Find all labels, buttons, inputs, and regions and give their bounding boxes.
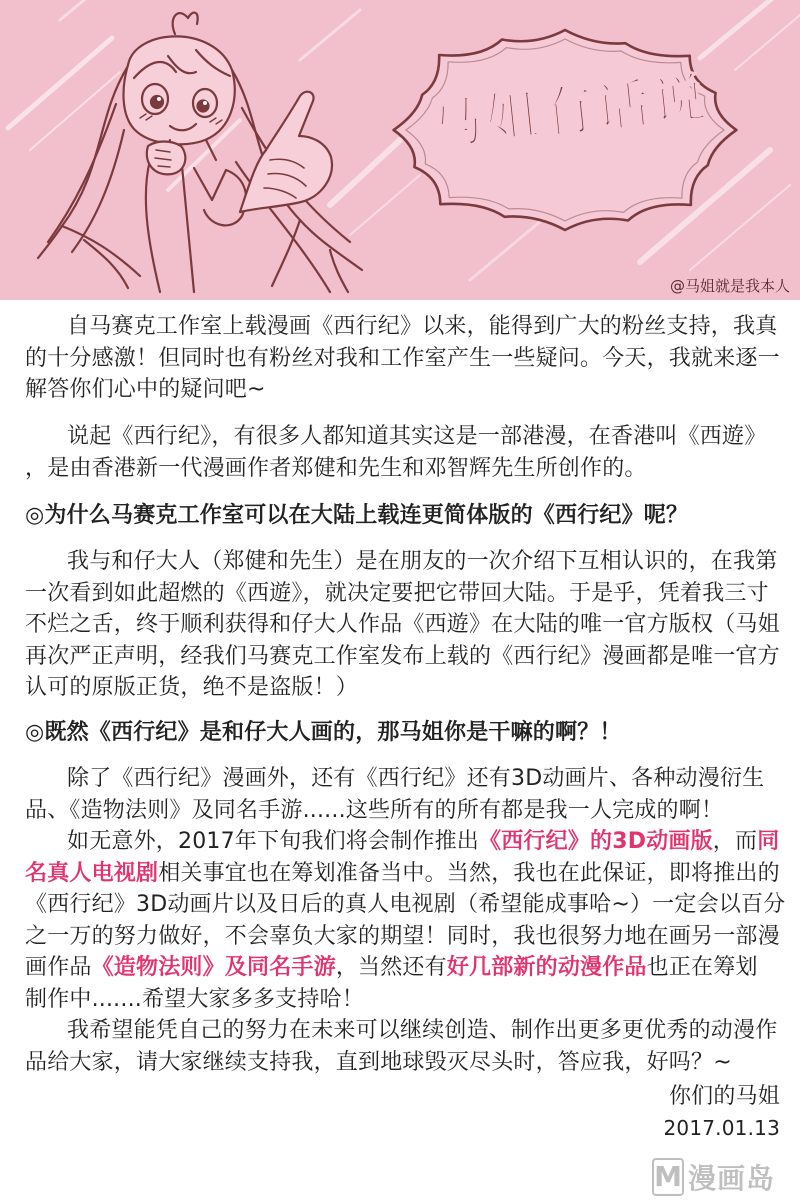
highlighted-text: 《西行纪》的3D动画版 [479, 829, 713, 854]
paragraph-answer-2a [25, 763, 785, 826]
highlighted-text: 同 [757, 829, 780, 854]
paragraph-line: 除了《西行纪》漫画外，还有《西行纪》还有3D动画片、各种动漫衍生 [67, 766, 765, 791]
question-heading: ◎既然《西行纪》是和仔大人画的，那马姐你是干嘛的啊？！ [25, 720, 622, 745]
paragraph-intro [25, 311, 785, 406]
sign-off-date: 2017.01.13 [663, 1115, 780, 1140]
paragraph-line [25, 858, 785, 890]
sign-off-name: 你们的马姐 [668, 1084, 780, 1109]
paragraph-line: 品给大家，请大家继续支持我，直到地球毁灭尽头时，答应我，好吗？~ [25, 1049, 732, 1075]
text-segment: 制作中.......希望大家多多支持哈！ [25, 986, 364, 1012]
paragraph-line: 自马赛克工作室上载漫画《西行纪》以来，能得到广大的粉丝支持，我真 [67, 314, 778, 339]
text-segment: ，而 [712, 829, 758, 854]
paragraph-line: 品、《造物法则》及同名手游......这些所有的所有都是我一人完成的啊！ [25, 797, 724, 823]
paragraph-line [25, 889, 785, 921]
text-segment: ，当然还有 [335, 955, 447, 981]
text-segment: 《西行纪》3D动画片以及日后的真人电视剧（希望能成事哈~）一定会以百分 [25, 892, 785, 918]
paragraph-line: 再次严正声明，经我们马赛克工作室发布上载的《西行纪》漫画都是唯一官方 [25, 643, 780, 669]
paragraph-line: 说起《西行纪》，有很多人都知道其实这是一部港漫，在香港叫《西遊》 [67, 424, 767, 449]
paragraph-line: 我希望能凭自己的努力在未来可以继续创造、制作出更多更优秀的动漫作 [67, 1018, 778, 1043]
speech-bubble [394, 30, 737, 230]
paragraph-line: 一次看到如此超燃的《西遊》，就决定要把它带回大陆。于是乎，凭着我三寸 [25, 580, 769, 606]
highlighted-text: 名真人电视剧 [25, 860, 159, 886]
text-segment: 如无意外，2017年下旬我们将会制作推出 [67, 829, 479, 854]
question-heading: ◎为什么马赛克工作室可以在大陆上载连更简体版的《西行纪》呢？ [25, 503, 689, 528]
paragraph-line [25, 984, 785, 1016]
character-head [124, 36, 235, 144]
text-segment: 也正在筹划 [646, 955, 758, 981]
paragraph-closing [25, 1015, 785, 1078]
text-segment: 相关事宜也在筹划准备当中。当然，我也在此保证，即将推出的 [158, 860, 780, 886]
text-segment: 之一万的努力做好，不会辜负大家的期望！同时，我也很努力地在画另一部漫 [25, 923, 780, 949]
question-heading-1 [25, 500, 785, 532]
logo-letter: M [652, 1158, 684, 1196]
paragraph-line: ，是由香港新一代漫画作者郑健和先生和邓智辉先生所创作的。 [25, 455, 647, 481]
paragraph-line: 解答你们心中的疑问吧~ [25, 377, 266, 403]
question-heading-2 [25, 717, 785, 749]
logo-text: 漫画岛 [688, 1162, 776, 1195]
manhuadao-logo-icon [652, 1158, 792, 1196]
paragraph-line [25, 921, 785, 953]
paragraph-answer-2b [25, 826, 785, 1016]
paragraph-line: 我与和仔大人（郑健和先生）是在朋友的一次介绍下互相认识的，在我第 [67, 549, 778, 574]
character-fist [147, 142, 186, 175]
sign-off-block [25, 1081, 780, 1144]
bubble-title: 马姐有话说 [425, 65, 711, 158]
header-illustration [0, 0, 800, 300]
paragraph-origin [25, 421, 785, 484]
paragraph-line: 不烂之舌，终于顺利获得和仔大人作品《西遊》在大陆的唯一官方版权（马姐 [25, 612, 780, 638]
highlighted-text: 好几部新的动漫作品 [446, 955, 647, 981]
artist-signature: @马姐就是我本人 [669, 277, 790, 295]
paragraph-line [25, 826, 785, 858]
text-segment: 画作品 [25, 955, 92, 981]
paragraph-line: 的十分感激！但同时也有粉丝对我和工作室产生一些疑问。今天，我就来逐一 [25, 345, 780, 371]
paragraph-answer-1 [25, 546, 785, 704]
highlighted-text: 《造物法则》及同名手游 [91, 955, 336, 981]
paragraph-line: 认可的原版正货，绝不是盗版！） [25, 675, 359, 701]
paragraph-line [25, 952, 785, 984]
